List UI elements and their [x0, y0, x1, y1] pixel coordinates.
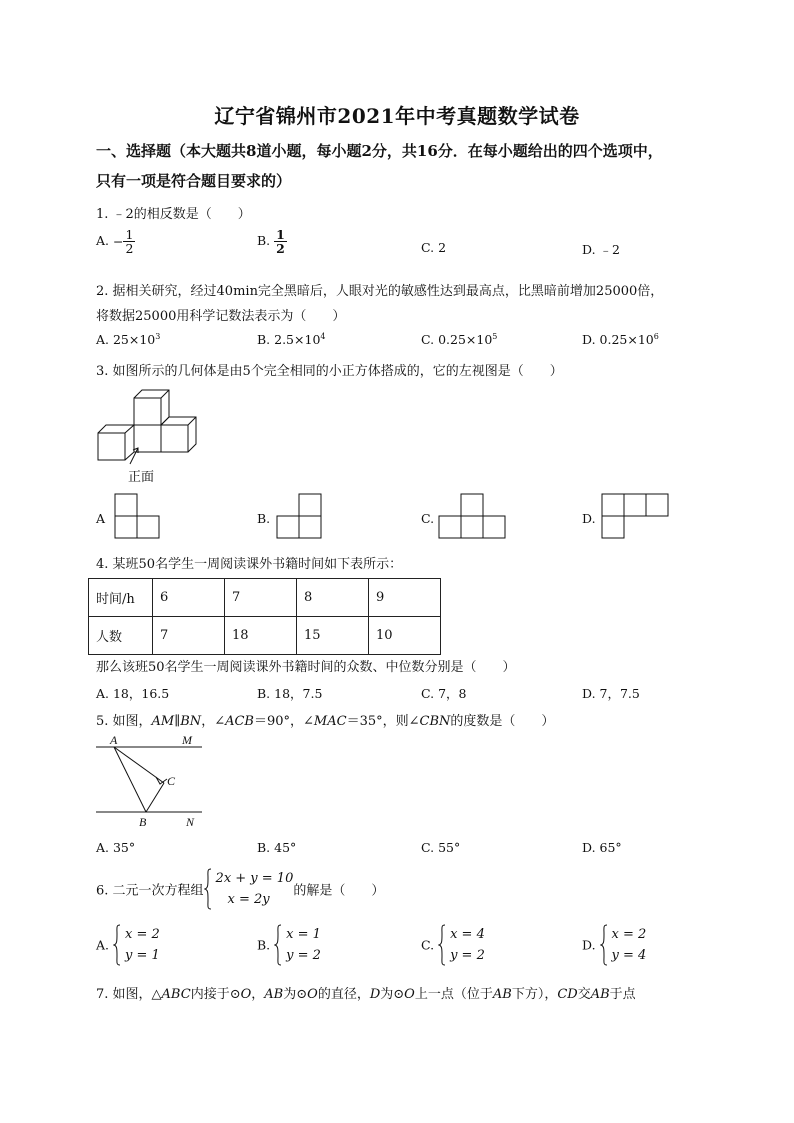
- table-cell: 7: [153, 617, 225, 655]
- q5-stem-part: ，∠: [201, 714, 226, 729]
- q3-figure-label-front: 正面: [128, 470, 155, 485]
- q6-option-c-eq1: x = 4: [450, 927, 485, 942]
- q2-option-a: [96, 332, 160, 347]
- q3-cube-figure: [90, 384, 220, 484]
- q2-option-b-base: B. 2.5×10: [257, 332, 321, 348]
- q5-stem-part: 5. 如图，: [96, 714, 152, 729]
- q6-option-d-eq2: y = 4: [611, 948, 647, 963]
- q5-condition: AM∥BN: [151, 714, 202, 729]
- table-cell: 7: [225, 579, 297, 617]
- q3-option-c-figure: [437, 492, 509, 540]
- q6-option-a-eq2: y = 1: [125, 948, 160, 963]
- q2-option-d: [582, 332, 659, 347]
- q2-option-b-exponent: 4: [320, 332, 326, 341]
- q6-option-b-eq2: y = 2: [286, 948, 321, 963]
- q1-option-b-label: B.: [257, 233, 271, 249]
- q5-stem-part: ＝90°，∠: [253, 714, 314, 729]
- brace-icon: [204, 868, 212, 910]
- q4-reading-time-table: [88, 578, 441, 655]
- q5-option-a: A. 35°: [96, 840, 136, 855]
- q3-option-c-label: C.: [421, 511, 435, 526]
- q7-stem-part: 为⊙: [283, 987, 308, 1002]
- q7-stem: [96, 983, 636, 1002]
- page-title: 辽宁省锦州市2021年中考真题数学试卷: [214, 104, 580, 128]
- q3-option-d-figure: [600, 492, 672, 540]
- table-cell: 18: [225, 617, 297, 655]
- q6-option-b: [257, 924, 321, 966]
- q7-variable: O: [307, 987, 318, 1002]
- q6-equation-system: [204, 868, 294, 910]
- q5-stem-part: ＝35°，则∠: [346, 714, 420, 729]
- q6-option-c: [421, 924, 485, 966]
- q7-stem-part: ，: [251, 987, 265, 1002]
- q2-option-a-exponent: 3: [155, 332, 161, 341]
- q6-option-c-label: C.: [421, 937, 435, 953]
- q7-variable: AB: [492, 987, 512, 1002]
- q4-question: 那么该班50名学生一周阅读课外书籍时间的众数、中位数分别是（ ）: [96, 660, 516, 675]
- table-cell: 9: [369, 579, 441, 617]
- q7-variable: AB: [590, 987, 610, 1002]
- q1-option-a-sign: −: [113, 234, 124, 250]
- q6-stem-post: 的解是（ ）: [293, 883, 385, 899]
- q7-variable: O: [240, 987, 252, 1002]
- q3-option-b-figure: [275, 492, 325, 540]
- q6-option-a-eq1: x = 2: [125, 927, 160, 942]
- q7-stem-part: 7. 如图，△: [96, 987, 162, 1002]
- q4-stem: 4. 某班50名学生一周阅读课外书籍时间如下表所示：: [96, 557, 403, 572]
- q5-parallel-lines-figure: [94, 733, 209, 833]
- q6-stem: [96, 868, 384, 910]
- q1-option-b-denominator: 2: [276, 241, 285, 257]
- q1-option-d: D. ﹣2: [582, 242, 620, 257]
- q1-option-a-denominator: 2: [125, 241, 134, 257]
- q6-option-b-system: [274, 924, 321, 966]
- brace-icon: [113, 924, 121, 966]
- q5-label-c: C: [167, 774, 176, 788]
- table-cell: 人数: [89, 617, 153, 655]
- q2-stem-line1: 2. 据相关研究，经过40min完全黑暗后，人眼对光的敏感性达到最高点，比黑暗前增加25000倍，: [96, 284, 664, 299]
- q6-option-d-label: D.: [582, 937, 596, 953]
- q6-option-b-eq1: x = 1: [286, 927, 321, 942]
- q5-label-a: A: [110, 733, 118, 747]
- q4-option-d: D. 7，7.5: [582, 686, 640, 701]
- q4-option-a: A. 18，16.5: [96, 686, 170, 701]
- q4-option-c: C. 7，8: [421, 686, 467, 701]
- brace-icon: [274, 924, 282, 966]
- q5-option-c: C. 55°: [421, 840, 461, 855]
- q3-option-a-label: A: [96, 511, 106, 526]
- table-cell: 6: [153, 579, 225, 617]
- q3-option-b-label: B.: [257, 511, 271, 526]
- q7-stem-part: 下方），: [511, 987, 558, 1002]
- q6-equation-1: 2x + y = 10: [215, 871, 294, 886]
- q1-option-a-label: A.: [96, 233, 110, 249]
- q5-stem-part: 的度数是（ ）: [450, 714, 555, 729]
- q5-label-b: B: [139, 815, 147, 829]
- q6-option-d: [582, 924, 646, 966]
- q3-stem: 3. 如图所示的几何体是由5个完全相同的小正方体搭成的，它的左视图是（ ）: [96, 364, 563, 379]
- q5-option-d: D. 65°: [582, 840, 622, 855]
- table-cell: 8: [297, 579, 369, 617]
- q1-option-c: C. 2: [421, 240, 447, 255]
- q6-stem-pre: 6. 二元一次方程组: [96, 883, 204, 899]
- q1-option-a-numerator: 1: [125, 227, 134, 242]
- q5-condition: MAC: [313, 714, 347, 729]
- q3-option-a-figure: [113, 492, 163, 540]
- q6-option-c-eq2: y = 2: [450, 948, 485, 963]
- q7-stem-part: 交: [577, 987, 591, 1002]
- table-cell: 时间/h: [89, 579, 153, 617]
- q2-option-c-exponent: 5: [492, 332, 498, 341]
- q1-option-a-fraction: [123, 228, 135, 255]
- q1-option-b-numerator: 1: [276, 227, 285, 242]
- section-header-line1: 一、选择题（本大题共8道小题，每小题2分，共16分．在每小题给出的四个选项中，: [96, 142, 663, 160]
- q6-option-a: [96, 924, 160, 966]
- q2-option-b: [257, 332, 326, 347]
- q7-stem-part: 内接于⊙: [190, 987, 241, 1002]
- q5-stem: [96, 710, 554, 729]
- q6-option-d-eq1: x = 2: [611, 927, 647, 942]
- q1-option-b-fraction: [274, 228, 287, 255]
- q3-option-d-label: D.: [582, 511, 596, 526]
- q4-option-b: B. 18，7.5: [257, 686, 323, 701]
- q7-stem-part: 上一点（位于: [414, 987, 493, 1002]
- table-row: [89, 579, 441, 617]
- q7-stem-part: 为⊙: [380, 987, 405, 1002]
- q7-stem-part: 的直径，: [317, 987, 370, 1002]
- q2-option-d-base: D. 0.25×10: [582, 332, 654, 348]
- q7-variable: CD: [557, 987, 578, 1002]
- q7-variable: ABC: [161, 987, 191, 1002]
- q5-condition: CBN: [419, 714, 451, 729]
- q2-option-c-base: C. 0.25×10: [421, 332, 493, 348]
- q1-option-b: [257, 228, 287, 255]
- q2-stem-line2: 将数据25000用科学记数法表示为（ ）: [96, 309, 346, 324]
- section-header-line2: 只有一项是符合题目要求的）: [96, 172, 292, 190]
- q5-label-n: N: [186, 815, 195, 829]
- q6-option-a-system: [113, 924, 160, 966]
- brace-icon: [438, 924, 446, 966]
- q6-option-b-label: B.: [257, 937, 271, 953]
- q7-variable: D: [369, 987, 381, 1002]
- q7-stem-part: 于点: [609, 987, 636, 1002]
- table-cell: 15: [297, 617, 369, 655]
- q5-option-b: B. 45°: [257, 840, 297, 855]
- q1-option-a: [96, 228, 135, 255]
- q2-option-a-base: A. 25×10: [96, 332, 156, 348]
- table-cell: 10: [369, 617, 441, 655]
- table-row: [89, 617, 441, 655]
- q6-option-c-system: [438, 924, 485, 966]
- brace-icon: [600, 924, 608, 966]
- q2-option-d-exponent: 6: [653, 332, 659, 341]
- q6-option-d-system: [600, 924, 647, 966]
- q5-label-m: M: [182, 733, 192, 747]
- q6-option-a-label: A.: [96, 937, 110, 953]
- q7-variable: AB: [264, 987, 284, 1002]
- q7-variable: O: [404, 987, 415, 1002]
- q6-equation-2: x = 2y: [227, 892, 270, 907]
- q2-option-c: [421, 332, 497, 347]
- q5-condition: ACB: [225, 714, 254, 729]
- q1-stem: 1. ﹣2的相反数是（ ）: [96, 207, 251, 222]
